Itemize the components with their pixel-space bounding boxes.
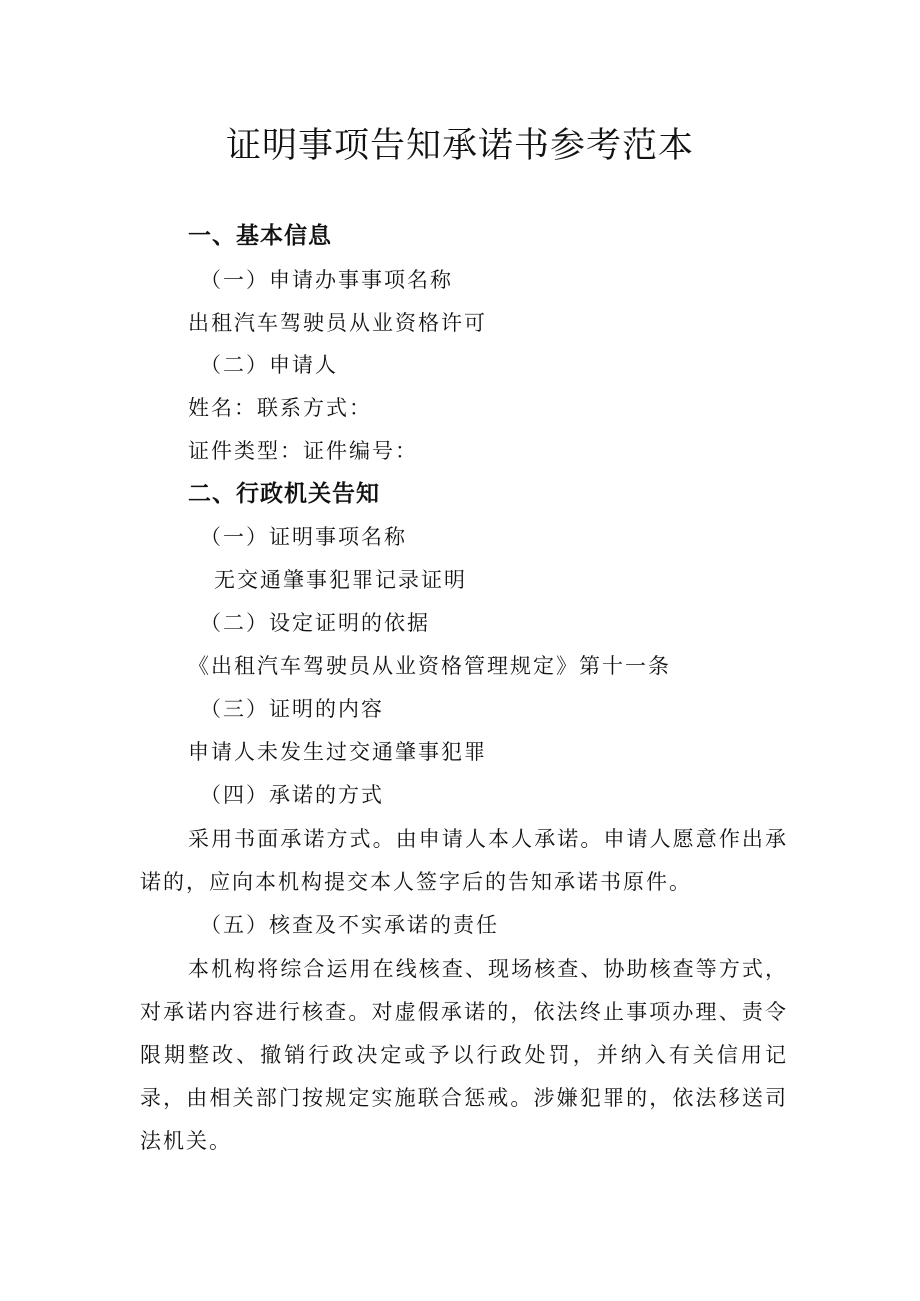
section2-heading: 二、行政机关告知 [188, 481, 380, 507]
section2-item4-heading: （四）承诺的方式 [200, 783, 384, 807]
section2-item5-heading: （五）核查及不实承诺的责任 [200, 913, 499, 937]
section2-item3-value: 申请人未发生过交通肇事犯罪 [188, 740, 487, 764]
section2-item4-paragraph: 采用书面承诺方式。由申请人本人承诺。申请人愿意作出承诺的，应向本机构提交本人签字后的告知承诺书原件。 [140, 827, 788, 894]
name-contact-line: 姓名：联系方式： [188, 396, 372, 420]
id-type-number-line: 证件类型：证件编号： [188, 439, 418, 463]
section1-heading: 一、基本信息 [188, 223, 332, 249]
section2-item3-heading: （三）证明的内容 [200, 697, 384, 721]
section2-item1-value: 无交通肇事犯罪记录证明 [214, 568, 467, 592]
section2-item1-heading: （一）证明事项名称 [200, 525, 407, 549]
section2-item2-heading: （二）设定证明的依据 [200, 611, 430, 635]
section2-item5-paragraph: 本机构将综合运用在线核查、现场核查、协助核查等方式，对承诺内容进行核查。对虚假承诺的，依法终止事项办理、责令限期整改、撤销行政决定或予以行政处罚，并纳入有关信用记录，由相关部门按规定实施联合惩戒。涉嫌犯罪的，依法移送司法机关。 [140, 957, 788, 1153]
section2-item2-value: 《出租汽车驾驶员从业资格管理规定》第十一条 [188, 654, 671, 678]
section1-item1-heading: （一）申请办事事项名称 [200, 268, 453, 292]
section1-item2-heading: （二）申请人 [200, 353, 338, 377]
section1-item1-value: 出租汽车驾驶员从业资格许可 [188, 311, 487, 335]
document-title: 证明事项告知承诺书参考范本 [225, 126, 694, 166]
